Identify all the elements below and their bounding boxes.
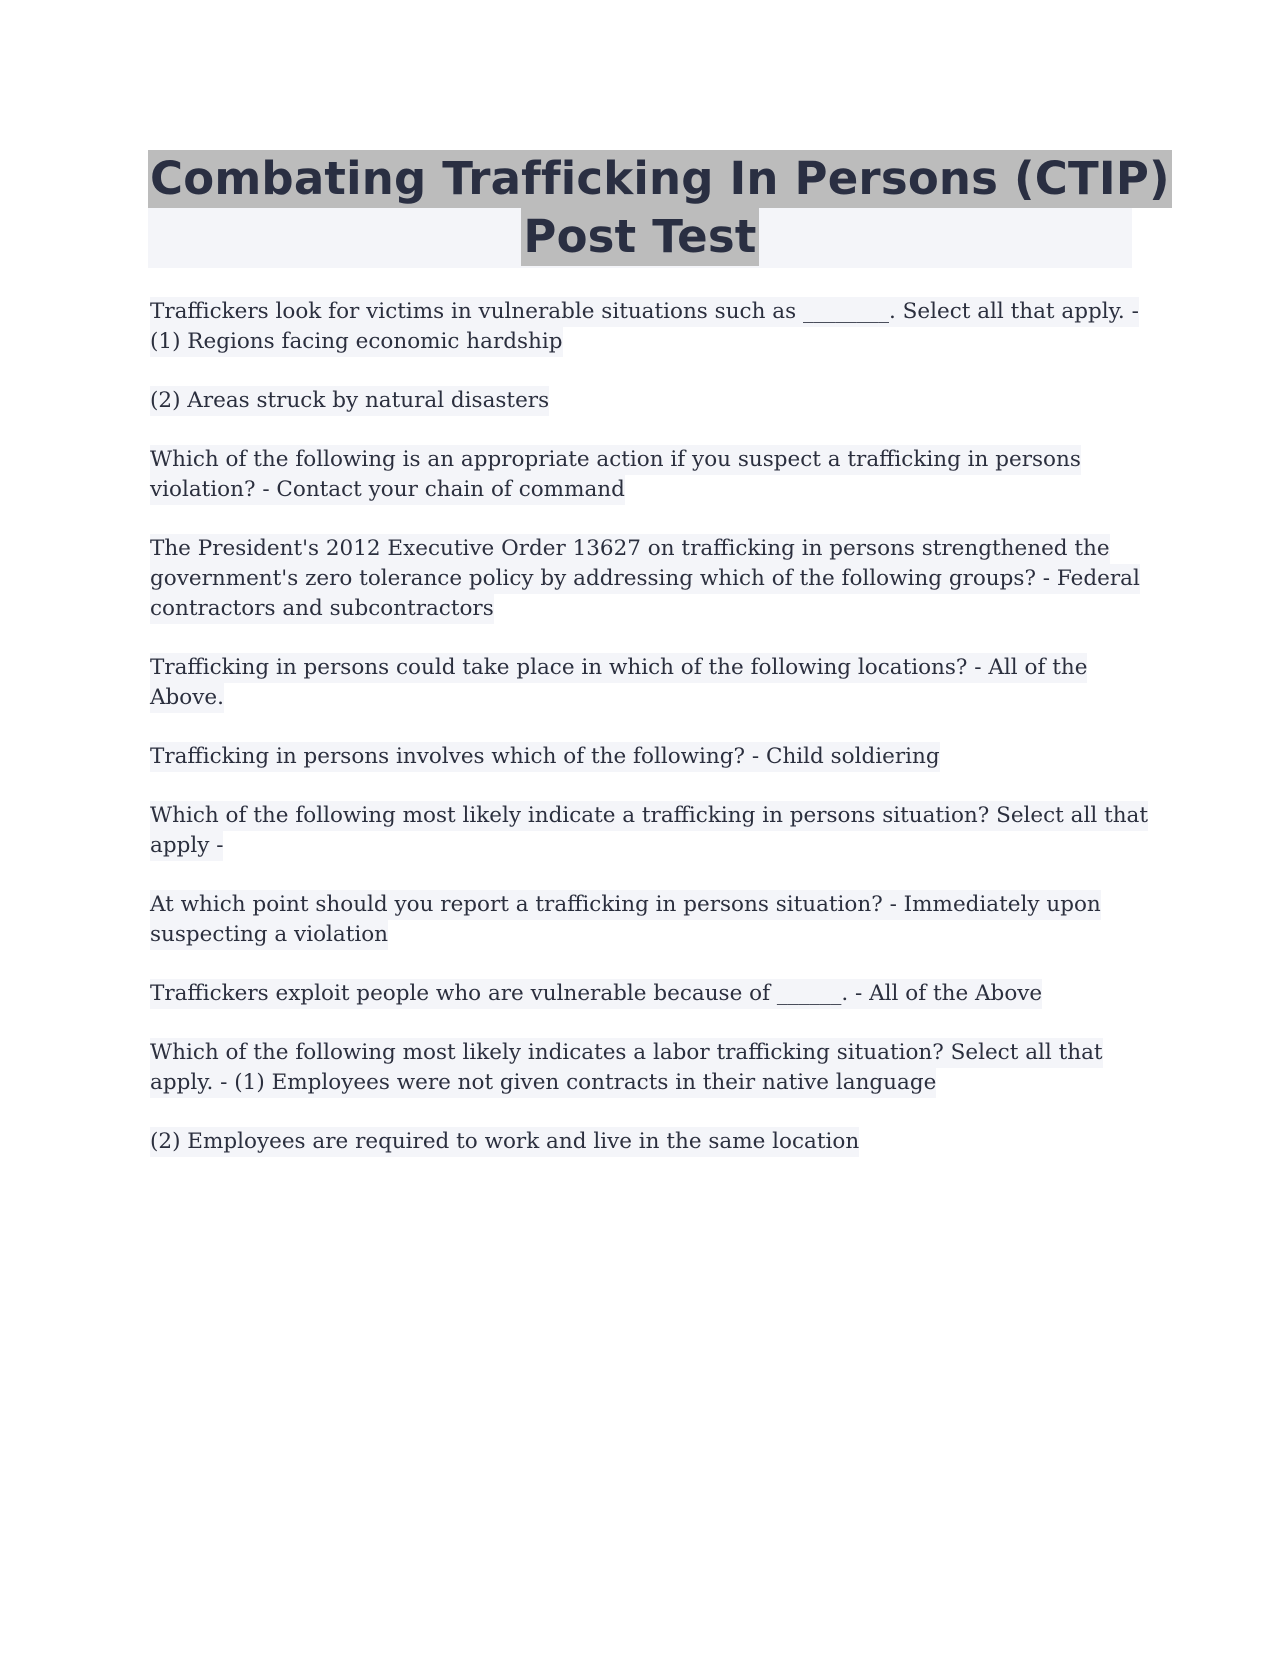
title-row xyxy=(148,208,1132,266)
text-line: Trafficking in persons involves which of the following? - Child soldiering xyxy=(150,742,940,772)
qa-paragraph-2 xyxy=(150,386,1140,416)
text-line: apply. - (1) Employees were not given contracts in their native language xyxy=(150,1068,936,1098)
text-line: At which point should you report a trafficking in persons situation? - Immediately upon xyxy=(150,890,1101,920)
page-title-line-2: Post Test xyxy=(521,208,758,266)
page-title-line-1: Combating Trafficking In Persons (CTIP) xyxy=(148,150,1172,208)
text-line: Trafficking in persons could take place in which of the following locations? - All of the xyxy=(150,653,1087,683)
qa-paragraph-6 xyxy=(150,742,1140,772)
text-line: Which of the following most likely indicates a labor trafficking situation? Select all that xyxy=(150,1038,1103,1068)
qa-paragraph-9 xyxy=(150,979,1140,1009)
text-line: Which of the following is an appropriate action if you suspect a trafficking in persons xyxy=(150,445,1081,475)
text-line: The President's 2012 Executive Order 13627 on trafficking in persons strengthened the xyxy=(150,534,1110,564)
qa-paragraph-3 xyxy=(150,445,1140,505)
text-line: Above. xyxy=(150,683,224,713)
text-line: government's zero tolerance policy by addressing which of the following groups? - Federal xyxy=(150,564,1140,594)
qa-paragraph-1 xyxy=(150,297,1140,357)
text-line: suspecting a violation xyxy=(150,920,388,950)
qa-paragraph-7 xyxy=(150,801,1149,861)
qa-paragraph-11 xyxy=(150,1127,1140,1157)
text-line: Traffickers look for victims in vulnerable situations such as ________. Select all that apply. - xyxy=(150,297,1139,327)
text-line: violation? - Contact your chain of command xyxy=(150,475,625,505)
qa-paragraph-5 xyxy=(150,653,1140,713)
text-line: contractors and subcontractors xyxy=(150,594,494,624)
text-line: (2) Employees are required to work and live in the same location xyxy=(150,1127,859,1157)
question-list xyxy=(150,297,1149,1186)
text-line: (1) Regions facing economic hardship xyxy=(150,327,563,357)
qa-paragraph-4 xyxy=(150,534,1140,624)
qa-paragraph-10 xyxy=(150,1038,1140,1098)
title-block xyxy=(148,150,1170,268)
text-line: Which of the following most likely indicate a trafficking in persons situation? Select all that xyxy=(150,801,1148,831)
text-line: (2) Areas struck by natural disasters xyxy=(150,386,549,416)
title-row xyxy=(148,150,1170,208)
text-line: Traffickers exploit people who are vulnerable because of ______. - All of the Above xyxy=(150,979,1042,1009)
text-line: apply - xyxy=(150,831,223,861)
qa-paragraph-8 xyxy=(150,890,1140,950)
